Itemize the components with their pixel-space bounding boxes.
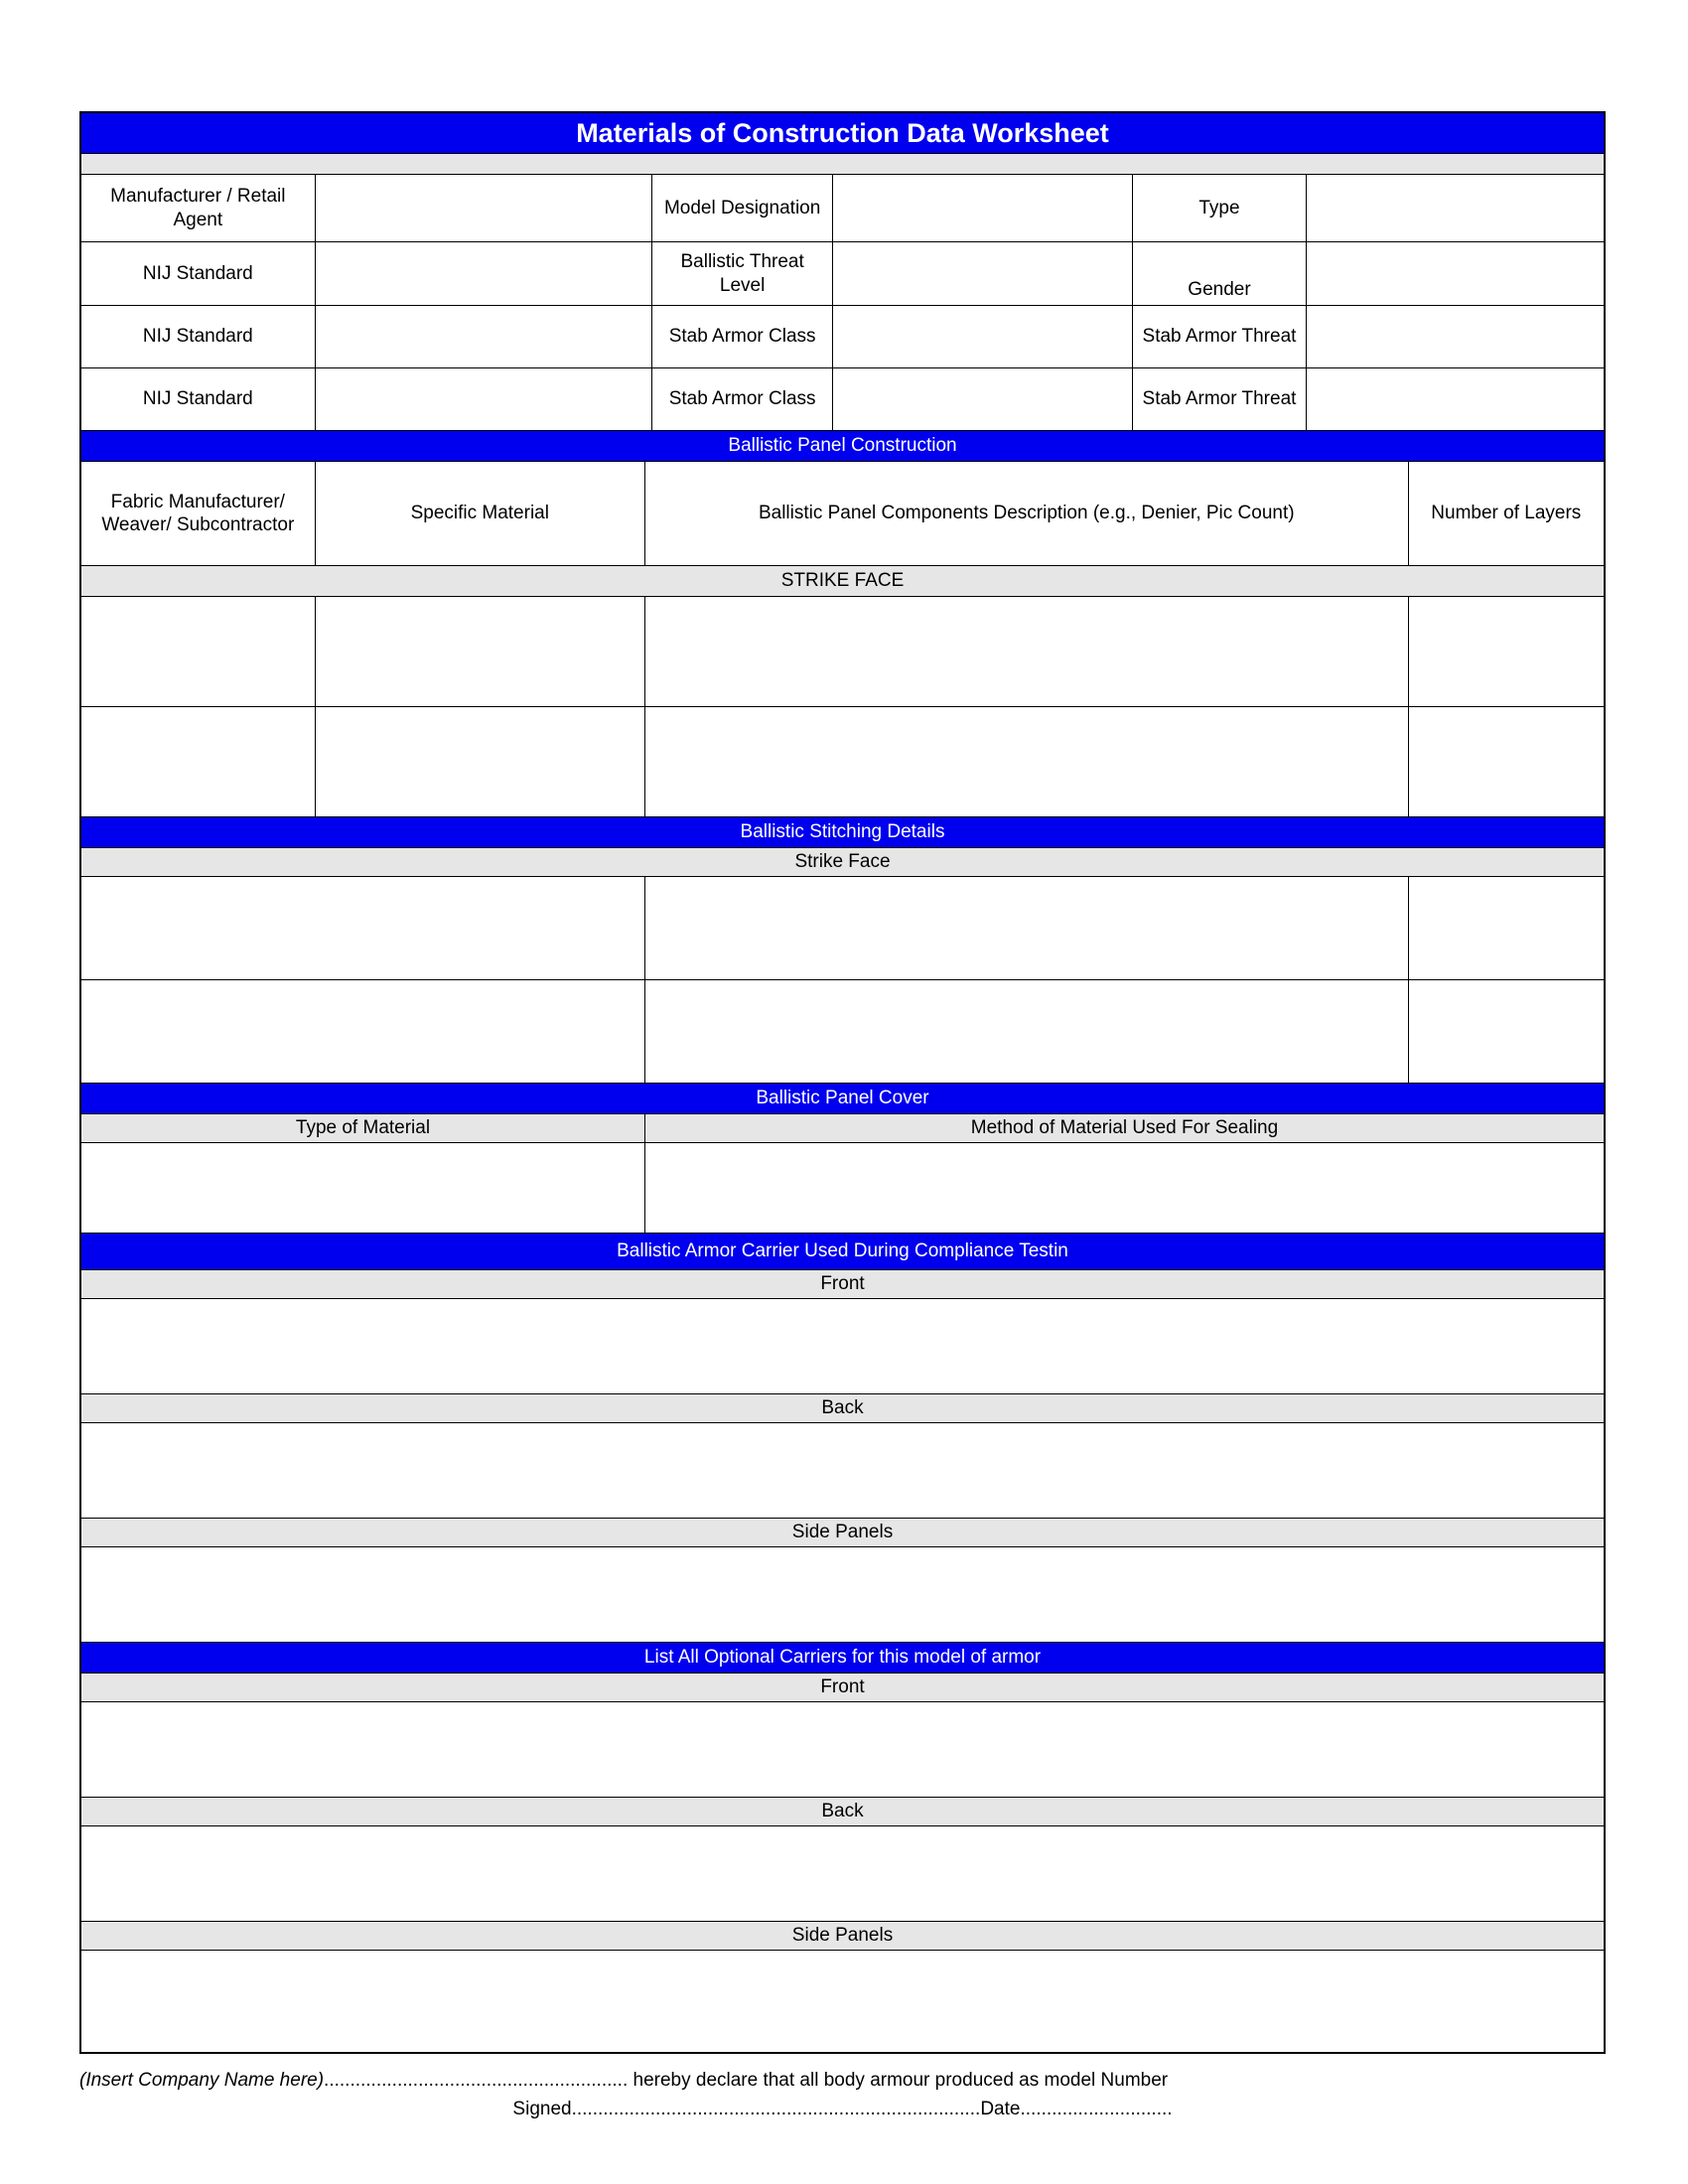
section-header-panel-construction: Ballistic Panel Construction — [81, 431, 1604, 462]
header-row-nij-3 — [81, 368, 1604, 431]
subsection-carrier-front: Front — [81, 1270, 1604, 1299]
nij-standard-3-input[interactable] — [316, 368, 652, 430]
nij-standard-2-input[interactable] — [316, 306, 652, 367]
declaration-text: hereby declare that all body armour produced as model Number — [628, 2070, 1169, 2091]
stitching-layers-input[interactable] — [1409, 980, 1604, 1083]
section-header-carrier-testing: Ballistic Armor Carrier Used During Compliance Testin — [81, 1234, 1604, 1270]
col-components-description: Ballistic Panel Components Description (e.g., Denier, Pic Count) — [645, 462, 1409, 565]
number-of-layers-input[interactable] — [1409, 707, 1604, 816]
construction-entry-row — [81, 707, 1604, 817]
carrier-side-panels-input[interactable] — [81, 1547, 1604, 1642]
stitching-material-input[interactable] — [81, 980, 645, 1083]
construction-column-headers — [81, 462, 1604, 566]
model-designation-input[interactable] — [833, 175, 1133, 241]
stitching-entry-row — [81, 980, 1604, 1084]
stab-armor-class-2-label: Stab Armor Class — [652, 368, 833, 430]
fabric-manufacturer-input[interactable] — [81, 707, 316, 816]
stab-armor-threat-2-label: Stab Armor Threat — [1133, 368, 1307, 430]
worksheet-page — [79, 111, 1606, 2123]
stitching-description-input[interactable] — [645, 980, 1409, 1083]
stab-armor-class-1-label: Stab Armor Class — [652, 306, 833, 367]
stab-armor-threat-2-input[interactable] — [1307, 368, 1604, 430]
nij-standard-1-label: NIJ Standard — [81, 242, 316, 305]
specific-material-input[interactable] — [316, 597, 645, 706]
col-fabric-manufacturer: Fabric Manufacturer/ Weaver/ Subcontractor — [81, 462, 316, 565]
optional-side-panels-row — [81, 1951, 1604, 2052]
page-title: Materials of Construction Data Worksheet — [81, 113, 1604, 154]
stitching-material-input[interactable] — [81, 877, 645, 979]
carrier-front-row — [81, 1299, 1604, 1394]
components-description-input[interactable] — [645, 707, 1409, 816]
construction-entry-row — [81, 597, 1604, 707]
optional-front-input[interactable] — [81, 1702, 1604, 1797]
header-row-nij-2 — [81, 306, 1604, 368]
components-description-input[interactable] — [645, 597, 1409, 706]
carrier-side-panels-row — [81, 1547, 1604, 1643]
optional-back-row — [81, 1826, 1604, 1922]
signature-line: Signed..............................................................................Date............................. — [512, 2099, 1173, 2119]
col-specific-material: Specific Material — [316, 462, 645, 565]
model-designation-label: Model Designation — [652, 175, 833, 241]
subsection-carrier-side-panels: Side Panels — [81, 1519, 1604, 1547]
section-header-stitching-details: Ballistic Stitching Details — [81, 817, 1604, 848]
stab-armor-threat-1-label: Stab Armor Threat — [1133, 306, 1307, 367]
cover-column-headers — [81, 1114, 1604, 1143]
declaration-line — [79, 2066, 1606, 2095]
carrier-back-row — [81, 1423, 1604, 1519]
spacer-strip — [81, 154, 1604, 175]
optional-back-input[interactable] — [81, 1826, 1604, 1921]
subsection-strike-face-construction: STRIKE FACE — [81, 566, 1604, 597]
footer — [79, 2066, 1606, 2123]
type-label: Type — [1133, 175, 1307, 241]
cover-entry-row — [81, 1143, 1604, 1234]
optional-front-row — [81, 1702, 1604, 1798]
optional-side-panels-input[interactable] — [81, 1951, 1604, 2052]
company-name-placeholder: (Insert Company Name here) — [79, 2070, 325, 2091]
worksheet-table — [79, 111, 1606, 2054]
stitching-entry-row — [81, 877, 1604, 980]
header-row-manufacturer — [81, 175, 1604, 242]
col-type-of-material: Type of Material — [81, 1114, 645, 1142]
subsection-optional-front: Front — [81, 1674, 1604, 1702]
type-input[interactable] — [1307, 175, 1604, 241]
nij-standard-3-label: NIJ Standard — [81, 368, 316, 430]
col-sealing-method: Method of Material Used For Sealing — [645, 1114, 1604, 1142]
fabric-manufacturer-input[interactable] — [81, 597, 316, 706]
specific-material-input[interactable] — [316, 707, 645, 816]
cover-sealing-method-input[interactable] — [645, 1143, 1604, 1233]
stitching-layers-input[interactable] — [1409, 877, 1604, 979]
col-number-of-layers: Number of Layers — [1431, 503, 1582, 524]
subsection-strike-face-stitching: Strike Face — [81, 848, 1604, 877]
stitching-description-input[interactable] — [645, 877, 1409, 979]
subsection-carrier-back: Back — [81, 1394, 1604, 1423]
manufacturer-label: Manufacturer / Retail Agent — [81, 175, 316, 241]
stab-armor-class-1-input[interactable] — [833, 306, 1133, 367]
subsection-optional-back: Back — [81, 1798, 1604, 1826]
declaration-dots: .......................................................... — [324, 2070, 629, 2091]
stab-armor-class-2-input[interactable] — [833, 368, 1133, 430]
gender-label: Gender — [1133, 242, 1307, 305]
manufacturer-input[interactable] — [316, 175, 652, 241]
nij-standard-1-input[interactable] — [316, 242, 652, 305]
subsection-optional-side-panels: Side Panels — [81, 1922, 1604, 1951]
stab-armor-threat-1-input[interactable] — [1307, 306, 1604, 367]
ballistic-threat-level-input[interactable] — [833, 242, 1133, 305]
carrier-front-input[interactable] — [81, 1299, 1604, 1393]
carrier-back-input[interactable] — [81, 1423, 1604, 1518]
number-of-layers-input[interactable] — [1409, 597, 1604, 706]
section-header-panel-cover: Ballistic Panel Cover — [81, 1084, 1604, 1114]
gender-input[interactable] — [1307, 242, 1604, 305]
nij-standard-2-label: NIJ Standard — [81, 306, 316, 367]
header-row-nij-1 — [81, 242, 1604, 306]
ballistic-threat-level-label: Ballistic Threat Level — [652, 242, 833, 305]
cover-material-input[interactable] — [81, 1143, 645, 1233]
section-header-optional-carriers: List All Optional Carriers for this model of armor — [81, 1643, 1604, 1674]
